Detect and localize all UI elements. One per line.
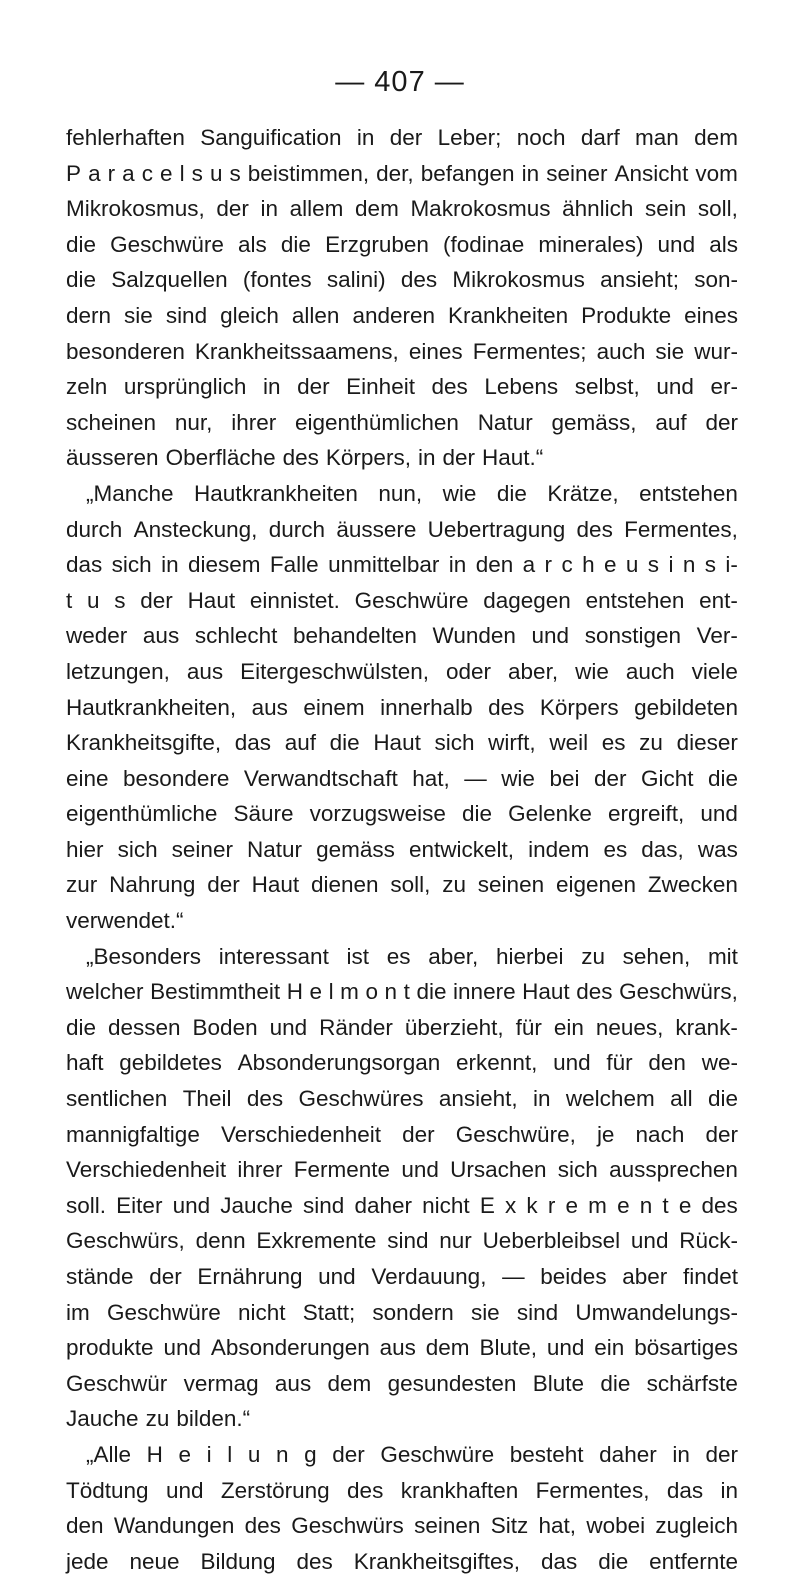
text-line: haft gebildetes Absonderungsorgan erkennt, und für den we-	[66, 1050, 738, 1076]
text-line: den Wandungen des Geschwürs seinen Sitz hat, wobei zugleich	[66, 1513, 738, 1539]
text-line: im Geschwüre nicht Statt; sondern sie sind Umwandelungs-	[66, 1299, 738, 1325]
text-line: Krankheitsgifte, das auf die Haut sich wirft, weil es zu dieser	[66, 730, 738, 756]
body-text	[66, 120, 738, 1579]
text-line: besonderen Krankheitssaamens, eines Fermentes; auch sie wur-	[66, 338, 738, 364]
text-line: t u s der Haut einnistet. Geschwüre dagegen entstehen ent-	[66, 587, 738, 613]
text-line: welcher Bestimmtheit H e l m o n t die innere Haut des Geschwürs,	[66, 979, 738, 1005]
text-line: letzungen, aus Eitergeschwülsten, oder aber, wie auch viele	[66, 658, 738, 684]
text-line: eine besondere Verwandtschaft hat, — wie bei der Gicht die	[66, 765, 738, 791]
text-line: P a r a c e l s u s beistimmen, der, befangen in seiner Ansicht vom	[66, 160, 738, 186]
text-line: stände der Ernährung und Verdauung, — beides aber findet	[66, 1264, 738, 1289]
text-line: Geschwürs, denn Exkremente sind nur Ueberbleibsel und Rück-	[66, 1228, 738, 1254]
text-line: zur Nahrung der Haut dienen soll, zu seinen eigenen Zwecken	[66, 872, 738, 898]
text-line: jede neue Bildung des Krankheitsgiftes, das die entfernte	[66, 1548, 738, 1574]
text-line: Tödtung und Zerstörung des krankhaften Fermentes, das in	[66, 1477, 738, 1503]
text-line: Mikrokosmus, der in allem dem Makrokosmus ähnlich sein soll,	[66, 196, 738, 222]
text-line: die Geschwüre als die Erzgruben (fodinae minerales) und als	[66, 231, 738, 257]
text-line: Verschiedenheit ihrer Fermente und Ursachen sich aussprechen	[66, 1157, 738, 1183]
text-line: Jauche zu bilden.“	[66, 1406, 251, 1432]
text-line: „Besonders interessant ist es aber, hierbei zu sehen, mit	[86, 943, 738, 969]
text-line: verwendet.“	[66, 908, 184, 934]
text-line: Hautkrankheiten, aus einem innerhalb des Körpers gebildeten	[66, 694, 738, 720]
text-line: Geschwür vermag aus dem gesundesten Blute die schärfste	[66, 1370, 738, 1396]
text-line: dern sie sind gleich allen anderen Krankheiten Produkte eines	[66, 302, 738, 328]
text-line: „Alle H e i l u n g der Geschwüre besteht daher in der	[86, 1441, 738, 1467]
text-line: soll. Eiter und Jauche sind daher nicht E x k r e m e n t e des	[66, 1192, 738, 1218]
text-line: produkte und Absonderungen aus dem Blute, und ein bösartiges	[66, 1335, 738, 1361]
page-number: — 407 —	[335, 66, 465, 98]
text-line: die dessen Boden und Ränder überzieht, für ein neues, krank-	[66, 1014, 738, 1040]
text-line: eigenthümliche Säure vorzugsweise die Gelenke ergreift, und	[66, 801, 738, 827]
text-line: äusseren Oberfläche des Körpers, in der Haut.“	[66, 445, 544, 471]
text-line: „Manche Hautkrankheiten nun, wie die Krätze, entstehen	[86, 480, 738, 506]
text-line: durch Ansteckung, durch äussere Uebertragung des Fermentes,	[66, 516, 738, 542]
text-line: hier sich seiner Natur gemäss entwickelt, indem es das, was	[66, 836, 738, 862]
text-line: sentlichen Theil des Geschwüres ansieht, in welchem all die	[66, 1086, 738, 1112]
text-line: weder aus schlecht behandelten Wunden und sonstigen Ver-	[66, 623, 738, 649]
text-line: die Salzquellen (fontes salini) des Mikrokosmus ansieht; son-	[66, 267, 738, 293]
text-line: fehlerhaften Sanguification in der Leber; noch darf man dem	[66, 125, 738, 150]
text-line: das sich in diesem Falle unmittelbar in den a r c h e u s i n s i-	[66, 552, 738, 578]
text-line: zeln ursprünglich in der Einheit des Lebens selbst, und er-	[66, 374, 738, 400]
text-line: mannigfaltige Verschiedenheit der Geschwüre, je nach der	[66, 1121, 738, 1147]
text-line: scheinen nur, ihrer eigenthümlichen Natur gemäss, auf der	[66, 409, 738, 435]
